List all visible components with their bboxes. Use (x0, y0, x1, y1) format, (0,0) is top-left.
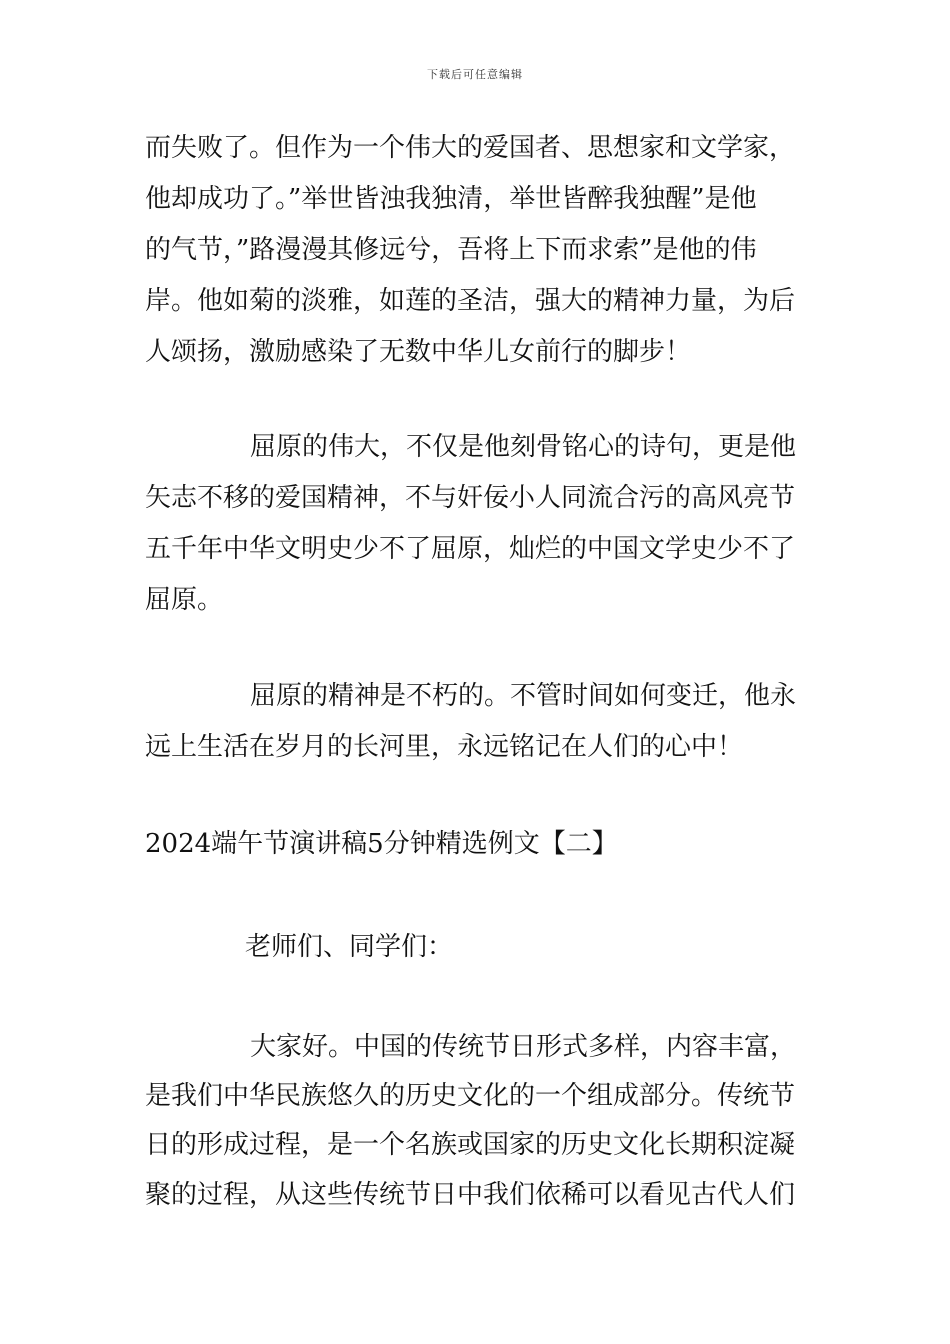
section-heading: 2024端午节演讲稿5分钟精选例文【二】 (145, 829, 618, 859)
paragraph-line: 是我们中华民族悠久的历史文化的一个组成部分。传统节 (145, 1081, 796, 1111)
paragraph-line: 屈原的精神是不朽的。不管时间如何变迁，他永 (250, 681, 797, 711)
paragraph-line: 五千年中华文明史少不了屈原，灿烂的中国文学史少不了 (145, 534, 796, 564)
paragraph-line: 矢志不移的爱国精神，不与奸佞小人同流合污的高风亮节 (145, 483, 796, 513)
paragraph-line: 屈原的伟大，不仅是他刻骨铭心的诗句，更是他 (250, 432, 797, 462)
paragraph-line: 屈原。 (145, 585, 224, 615)
paragraph-line: 而失败了。但作为一个伟大的爱国者、思想家和文学家， (145, 133, 796, 163)
paragraph-line: 人颂扬，激励感染了无数中华儿女前行的脚步！ (145, 337, 692, 367)
paragraph-line: 他却成功了。”举世皆浊我独清，举世皆醉我独醒”是他 (145, 184, 757, 214)
paragraph-line: 聚的过程，从这些传统节日中我们依稀可以看见古代人们 (145, 1180, 796, 1210)
paragraph-line: 岸。他如菊的淡雅，如莲的圣洁，强大的精神力量，为后 (145, 286, 796, 316)
paragraph-line: 远上生活在岁月的长河里，永远铭记在人们的心中！ (145, 732, 744, 762)
paragraph-line: 大家好。中国的传统节日形式多样，内容丰富， (250, 1032, 797, 1062)
page-header-note: 下载后可任意编辑 (427, 68, 523, 81)
paragraph-line: 日的形成过程，是一个名族或国家的历史文化长期积淀凝 (145, 1130, 796, 1160)
paragraph-line: 的气节，”路漫漫其修远兮，吾将上下而求索”是他的伟 (145, 235, 757, 265)
salutation: 老师们、同学们： (245, 932, 454, 962)
